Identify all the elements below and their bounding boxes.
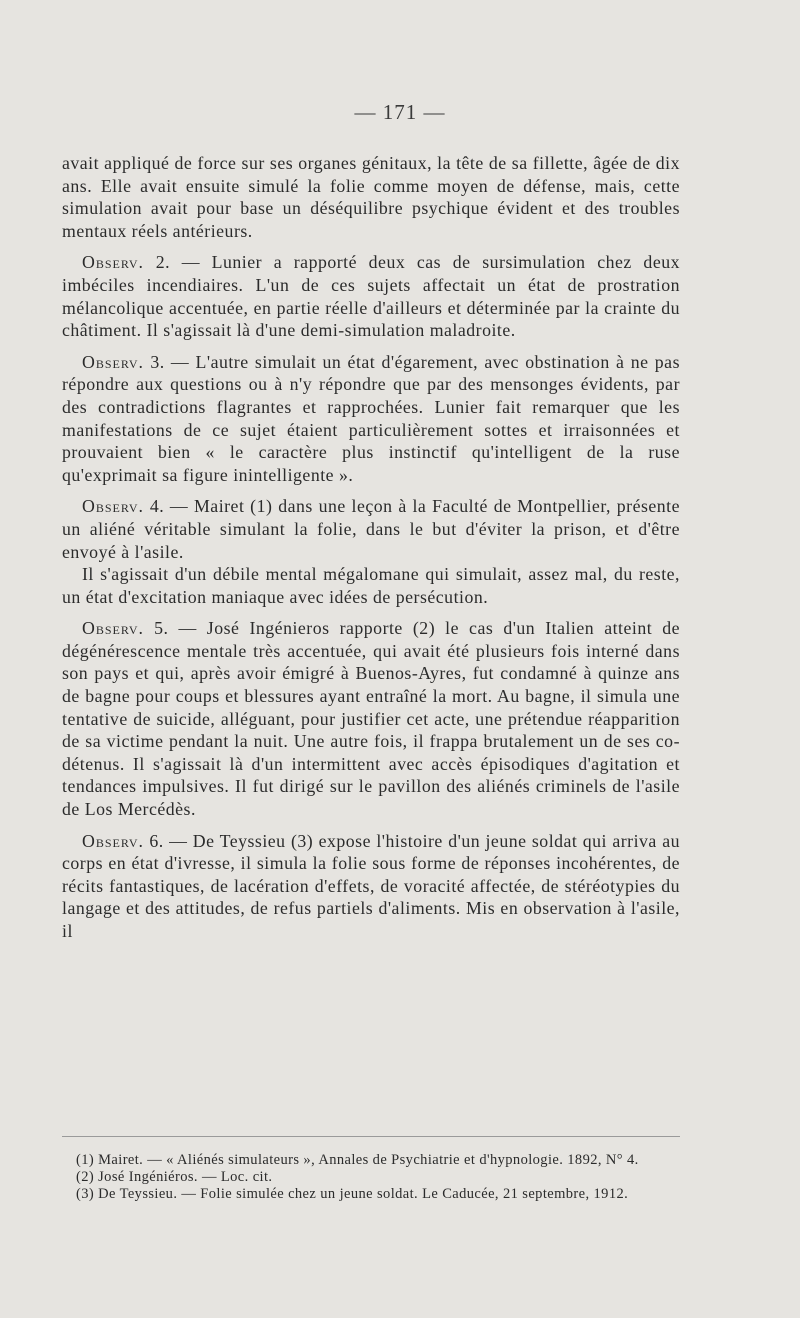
- observation-label: Observ.: [82, 252, 145, 273]
- observation-label: Observ.: [82, 351, 145, 372]
- footnote-2: (2) José Ingéniéros. — Loc. cit.: [76, 1169, 273, 1185]
- observation-label: Observ.: [82, 618, 145, 639]
- paragraph-observation-4-cont: Il s'agissait d'un débile mental mégalomane qui simulait, assez mal, du reste, un état d'excitation maniaque avec idées de persécution.: [62, 564, 680, 607]
- body-text: [62, 152, 680, 952]
- paragraph-observation-5: Observ. 5. — José Ingénieros rapporte (2) le cas d'un Italien atteint de dégénérescence mentale très accentuée, qui avait été plusieurs fois interné dans son pays et qui, après avoir émigré à Buenos-Ayres, fut condamné à quinze ans de bagne pour coups et blessures ayant entraîné la mort. Au bagne, il simula une tentative de suicide, alléguant, pour justifier cet acte, une prétendue réapparition de sa victime pendant la nuit. Une autre fois, il frappa brutalement un de ses co-détenus. Il s'agissait là d'un intermittent avec accès épisodiques d'agitation et tendances impulsives. Il fut dirigé sur le pavillon des aliénés criminels de l'asile de Los Mercédès.: [62, 618, 680, 820]
- paragraph-observation-3: Observ. 3. — L'autre simulait un état d'égarement, avec obstination à ne pas répondre aux questions ou à n'y répondre que par des mensonges évidents, par des contradictions flagrantes et rapprochées. Lunier fait remarquer que les manifestations de ce sujet étaient particulièrement sottes et irraisonnées et prouvaient bien « le caractère plus instinctif qu'intelligent de la ruse qu'exprimait sa figure inintelligente ».: [62, 351, 680, 485]
- page-number: — 171 —: [354, 100, 446, 124]
- paragraph-observation-4: Observ. 4. — Mairet (1) dans une leçon à la Faculté de Montpellier, présente un aliéné véritable simulant la folie, dans le but d'éviter la prison, et d'être envoyé à l'asile.: [62, 496, 680, 562]
- observation-label: Observ.: [82, 830, 145, 851]
- paragraph-observation-6: Observ. 6. — De Teyssieu (3) expose l'histoire d'un jeune soldat qui arriva au corps en état d'ivresse, il simula la folie sous forme de réponses incohérentes, de récits fantastiques, de lacération d'effets, de voracité affectée, de stéréotypies du langage et des attitudes, de refus partiels d'aliments. Mis en observation à l'asile, il: [62, 830, 680, 941]
- footnotes: [62, 1152, 680, 1203]
- footnote-1: (1) Mairet. — « Aliénés simulateurs », Annales de Psychiatrie et d'hypnologie. 1892, N° 4.: [76, 1152, 639, 1168]
- footnote-3: (3) De Teyssieu. — Folie simulée chez un jeune soldat. Le Caducée, 21 septembre, 1912.: [76, 1186, 629, 1202]
- paragraph-observation-2: Observ. 2. — Lunier a rapporté deux cas de sursimulation chez deux imbéciles incendiaires. L'un de ces sujets affectait un état de prostration mélancolique accentuée, en partie réelle d'ailleurs et déterminée par la crainte du châtiment. Il s'agissait là d'une demi-simulation maladroite.: [62, 252, 680, 341]
- observation-label: Observ.: [82, 496, 145, 517]
- footnote-divider: [62, 1136, 680, 1137]
- paragraph-continuation: avait appliqué de force sur ses organes génitaux, la tête de sa fillette, âgée de dix ans. Elle avait ensuite simulé la folie comme moyen de défense, mais, cette simulation avait pour base un déséquilibre psychique évident et des troubles mentaux réels antérieurs.: [62, 153, 680, 241]
